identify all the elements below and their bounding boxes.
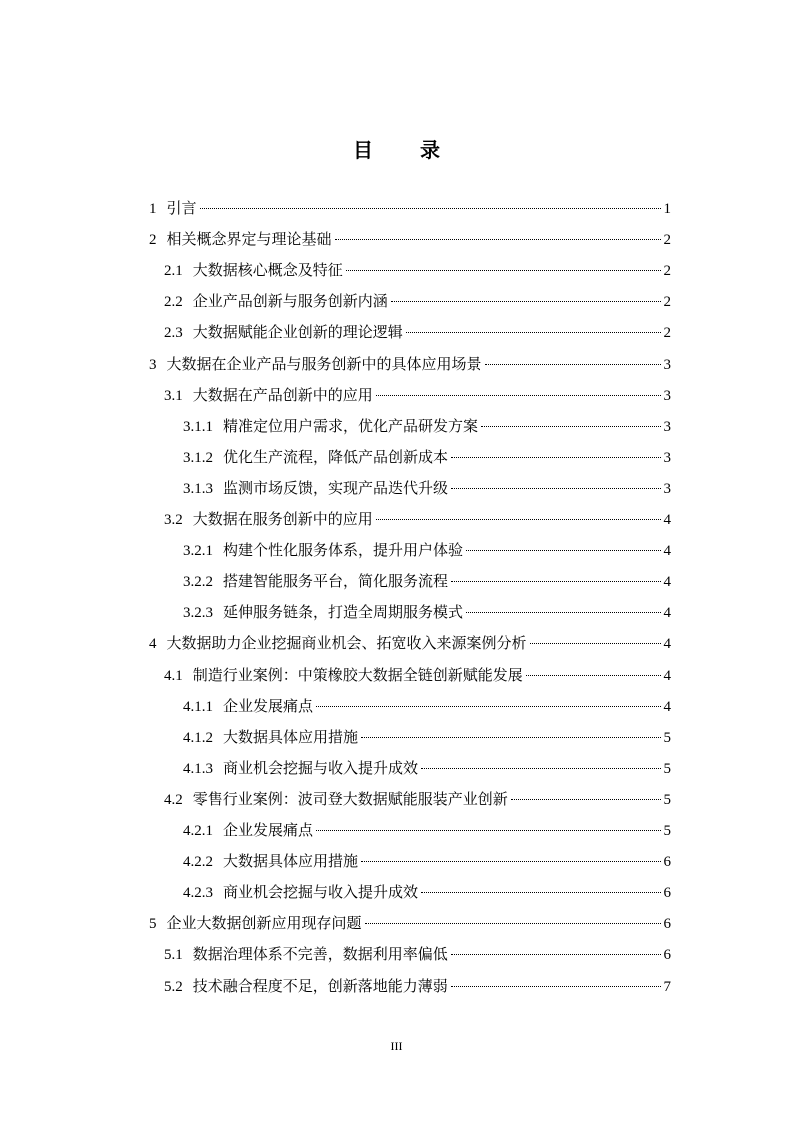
toc-entry-number: 4.1 <box>164 668 183 684</box>
toc-entry-title: 精准定位用户需求，优化产品研发方案 <box>223 417 479 435</box>
toc-entry-page: 2 <box>663 325 671 341</box>
toc-entry[interactable] <box>164 258 671 282</box>
dot-leader <box>361 861 660 862</box>
toc-entry-title: 企业发展痛点 <box>223 697 314 715</box>
toc-entry[interactable] <box>183 476 671 500</box>
toc-entry[interactable] <box>183 725 671 749</box>
page-title: 目 录 <box>353 138 460 162</box>
toc-entry-page: 7 <box>663 979 671 995</box>
toc-entry-title: 商业机会挖掘与收入提升成效 <box>223 883 419 901</box>
toc-entry[interactable] <box>164 974 671 998</box>
toc-entry-title: 大数据在产品创新中的应用 <box>192 386 373 404</box>
toc-entry-title: 企业发展痛点 <box>223 821 314 839</box>
toc-entry-number: 3.1.3 <box>183 481 213 497</box>
toc-entry-title: 大数据具体应用措施 <box>223 852 359 870</box>
toc-entry-number: 2 <box>149 232 157 248</box>
dot-leader <box>316 830 660 831</box>
dot-leader <box>376 519 661 520</box>
toc-entry-page: 4 <box>663 668 671 684</box>
toc-entry-number: 4.2.1 <box>183 823 213 839</box>
toc-entry-number: 4 <box>149 636 157 652</box>
toc-entry[interactable] <box>183 849 671 873</box>
toc-entry-title: 大数据助力企业挖掘商业机会、拓宽收入来源案例分析 <box>166 634 527 652</box>
toc-entry[interactable] <box>149 352 671 376</box>
dot-leader <box>451 986 661 987</box>
dot-leader <box>335 239 661 240</box>
toc-entry[interactable] <box>149 227 671 251</box>
toc-entry-title: 数据治理体系不完善，数据利用率偏低 <box>192 945 448 963</box>
toc-entry-title: 商业机会挖掘与收入提升成效 <box>223 759 419 777</box>
toc-entry[interactable] <box>164 289 671 313</box>
dot-leader <box>346 270 661 271</box>
toc-entry-page: 5 <box>663 730 671 746</box>
toc-entry-page: 4 <box>663 574 671 590</box>
toc-entry-number: 3.2.3 <box>183 605 213 621</box>
toc-entry-page: 4 <box>663 543 671 559</box>
toc-entry-number: 4.2 <box>164 792 183 808</box>
toc-entry[interactable] <box>183 600 671 624</box>
dot-leader <box>451 954 661 955</box>
toc-entry-number: 4.1.2 <box>183 730 213 746</box>
toc-entry-page: 5 <box>663 792 671 808</box>
toc-entry-page: 3 <box>663 419 671 435</box>
dot-leader <box>200 208 661 209</box>
toc-entry-title: 引言 <box>166 199 197 217</box>
toc-entry[interactable] <box>164 507 671 531</box>
toc-entry-title: 大数据在企业产品与服务创新中的具体应用场景 <box>166 355 482 373</box>
toc-entry-number: 3.1.1 <box>183 419 213 435</box>
toc-entry[interactable] <box>183 756 671 780</box>
toc-entry-page: 3 <box>663 481 671 497</box>
toc-entry-page: 2 <box>663 232 671 248</box>
toc-entry-page: 2 <box>663 263 671 279</box>
toc-entry-number: 3.2 <box>164 512 183 528</box>
toc-entry-page: 3 <box>663 450 671 466</box>
dot-leader <box>466 550 660 551</box>
toc-entry-page: 4 <box>663 605 671 621</box>
toc-entry-title: 企业产品创新与服务创新内涵 <box>192 292 388 310</box>
dot-leader <box>406 332 661 333</box>
toc-entry[interactable] <box>164 787 671 811</box>
toc-entry-title: 技术融合程度不足，创新落地能力薄弱 <box>192 977 448 995</box>
toc-entry-page: 5 <box>663 761 671 777</box>
toc-entry-title: 构建个性化服务体系，提升用户体验 <box>223 541 464 559</box>
toc-entry-title: 延伸服务链条，打造全周期服务模式 <box>223 603 464 621</box>
toc-entry[interactable] <box>183 569 671 593</box>
toc-entry-title: 制造行业案例：中策橡胶大数据全链创新赋能发展 <box>192 666 523 684</box>
toc-entry-page: 3 <box>663 388 671 404</box>
page-number-footer: III <box>390 1039 403 1053</box>
toc-entry-number: 3.1.2 <box>183 450 213 466</box>
toc-entry-title: 大数据核心概念及特征 <box>192 261 343 279</box>
toc-entry[interactable] <box>164 663 671 687</box>
toc-entry-title: 大数据赋能企业创新的理论逻辑 <box>192 323 403 341</box>
toc-entry-number: 3.2.2 <box>183 574 213 590</box>
toc-entry[interactable] <box>183 445 671 469</box>
toc-entry-number: 2.1 <box>164 263 183 279</box>
toc-entry-page: 6 <box>663 854 671 870</box>
toc-entry-number: 4.2.2 <box>183 854 213 870</box>
toc-entry-page: 5 <box>663 823 671 839</box>
toc-entry-title: 零售行业案例：波司登大数据赋能服装产业创新 <box>192 790 508 808</box>
dot-leader <box>451 488 660 489</box>
toc-entry-number: 5 <box>149 916 157 932</box>
toc-entry[interactable] <box>183 538 671 562</box>
toc-entry-title: 监测市场反馈，实现产品迭代升级 <box>223 479 449 497</box>
toc-entry-page: 3 <box>663 357 671 373</box>
toc-entry-title: 大数据具体应用措施 <box>223 728 359 746</box>
dot-leader <box>376 395 661 396</box>
toc-entry-number: 2.3 <box>164 325 183 341</box>
toc-entry-page: 4 <box>663 512 671 528</box>
toc-entry-page: 2 <box>663 294 671 310</box>
toc-entry[interactable] <box>149 196 671 220</box>
dot-leader <box>511 799 661 800</box>
dot-leader <box>421 892 660 893</box>
dot-leader <box>365 923 661 924</box>
toc-entry-title: 搭建智能服务平台，简化服务流程 <box>223 572 449 590</box>
toc-entry-number: 3.2.1 <box>183 543 213 559</box>
toc-entry[interactable] <box>164 942 671 966</box>
dot-leader <box>421 768 660 769</box>
toc-entry-title: 相关概念界定与理论基础 <box>166 230 332 248</box>
toc-entry-number: 4.1.3 <box>183 761 213 777</box>
dot-leader <box>485 364 661 365</box>
toc-entry[interactable] <box>183 694 671 718</box>
toc-entry-number: 4.1.1 <box>183 699 213 715</box>
toc-entry-page: 1 <box>663 201 671 217</box>
toc-entry-number: 4.2.3 <box>183 885 213 901</box>
toc-entry[interactable] <box>183 414 671 438</box>
dot-leader <box>530 643 661 644</box>
toc-entry-title: 优化生产流程，降低产品创新成本 <box>223 448 449 466</box>
dot-leader <box>316 706 660 707</box>
dot-leader <box>391 301 661 302</box>
dot-leader <box>361 737 660 738</box>
dot-leader <box>451 457 660 458</box>
toc-entry-number: 1 <box>149 201 157 217</box>
toc-entry[interactable] <box>183 818 671 842</box>
toc-entry-number: 2.2 <box>164 294 183 310</box>
toc-entry[interactable] <box>183 880 671 904</box>
toc-entry-page: 6 <box>663 916 671 932</box>
toc-entry-page: 4 <box>663 699 671 715</box>
toc-entry-title: 企业大数据创新应用现存问题 <box>166 914 362 932</box>
dot-leader <box>466 612 660 613</box>
toc-entry-page: 6 <box>663 885 671 901</box>
dot-leader <box>481 426 660 427</box>
toc-entry[interactable] <box>164 383 671 407</box>
toc-entry-number: 3.1 <box>164 388 183 404</box>
toc-entry-number: 5.1 <box>164 947 183 963</box>
dot-leader <box>526 675 661 676</box>
toc-entry-page: 4 <box>663 636 671 652</box>
toc-entry-title: 大数据在服务创新中的应用 <box>192 510 373 528</box>
toc-entry[interactable] <box>164 320 671 344</box>
dot-leader <box>451 581 660 582</box>
toc-entry[interactable] <box>149 631 671 655</box>
toc-entry-number: 5.2 <box>164 979 183 995</box>
toc-entry-page: 6 <box>663 947 671 963</box>
toc-entry[interactable] <box>149 911 671 935</box>
toc-entry-number: 3 <box>149 357 157 373</box>
